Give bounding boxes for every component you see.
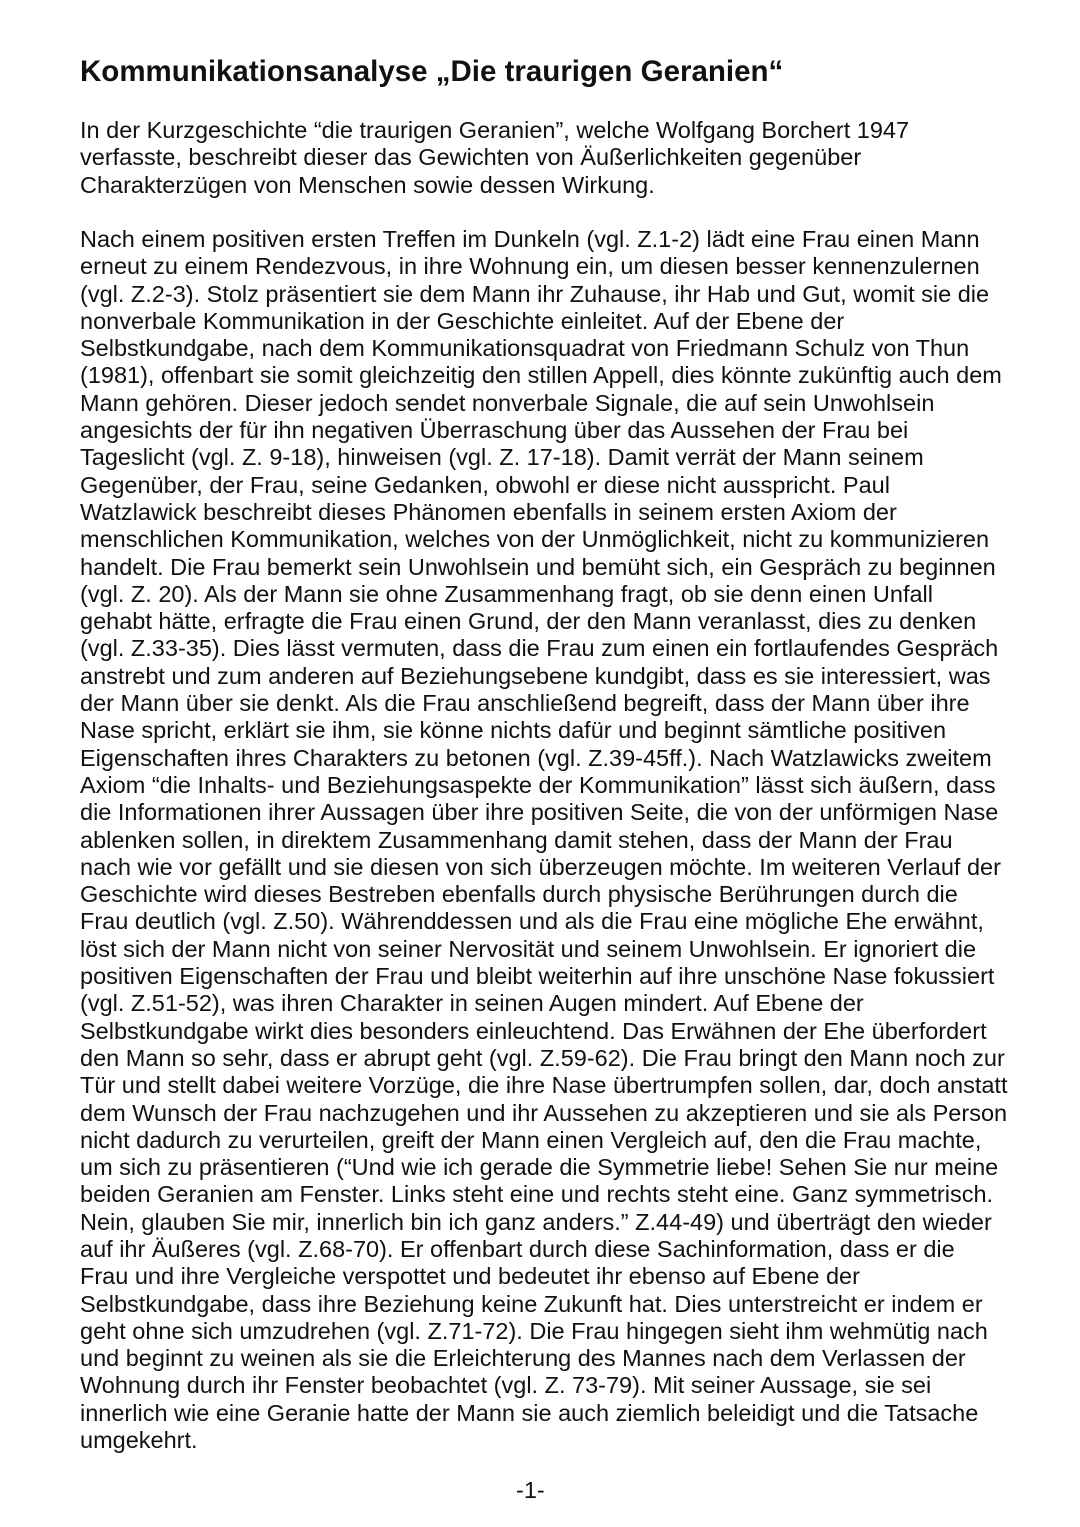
text-line: umgekehrt. bbox=[80, 1427, 198, 1454]
text-line: Tür und stellt dabei weitere Vorzüge, die ihre Nase übertrumpfen sollen, dar, doch anstatt bbox=[80, 1072, 1008, 1099]
text-line: auf ihr Äußeres (vgl. Z.68-70). Er offenbart durch diese Sachinformation, dass er die bbox=[80, 1235, 955, 1262]
text-line: gehabt hätte, erfragte die Frau einen Grund, der den Mann veranlasst, dies zu denken bbox=[80, 608, 977, 635]
text-line: der Mann über sie denkt. Als die Frau anschließend begreift, dass der Mann über ihre bbox=[80, 690, 970, 717]
text-line: Nase spricht, erklärt sie ihm, sie könne nichts dafür und beginnt sämtliche positiven bbox=[80, 717, 947, 744]
text-line: Watzlawick beschreibt dieses Phänomen ebenfalls in seinem ersten Axiom der bbox=[80, 498, 897, 525]
text-line: (vgl. Z. 20). Als der Mann sie ohne Zusammenhang fragt, ob sie denn einen Unfall bbox=[80, 580, 933, 607]
text-line: (vgl. Z.2-3). Stolz präsentiert sie dem Mann ihr Zuhause, ihr Hab und Gut, womit sie die bbox=[80, 280, 990, 307]
text-line: Nein, glauben Sie mir, innerlich bin ich ganz anders.” Z.44-49) und überträgt den wieder bbox=[80, 1208, 992, 1235]
text-line: Gegenüber, der Frau, seine Gedanken, obwohl er diese nicht ausspricht. Paul bbox=[80, 471, 890, 498]
analysis-paragraph bbox=[80, 226, 1007, 1454]
text-line: dem Wunsch der Frau nachzugehen und ihr Aussehen zu akzeptieren und sie als Person bbox=[80, 1099, 1008, 1126]
text-line: Axiom “die Inhalts- und Beziehungsaspekte der Kommunikation” lässt sich äußern, dass bbox=[80, 771, 996, 798]
text-line: (1981), offenbart sie somit gleichzeitig den stillen Appell, dies könnte zukünftig auch dem bbox=[80, 362, 1002, 389]
text-line: ablenken sollen, in direktem Zusammenhang damit stehen, dass der Mann der Frau bbox=[80, 826, 953, 853]
text-line: Geschichte wird dieses Bestreben ebenfalls durch physische Berührungen durch die bbox=[80, 881, 958, 908]
intro-paragraph bbox=[80, 117, 909, 199]
text-line: Selbstkundgabe wirkt dies besonders einleuchtend. Das Erwähnen der Ehe überfordert bbox=[80, 1017, 987, 1044]
text-line: (vgl. Z.33-35). Dies lässt vermuten, dass die Frau zum einen ein fortlaufendes Gespräch bbox=[80, 635, 999, 662]
text-line: In der Kurzgeschichte “die traurigen Geranien”, welche Wolfgang Borchert 1947 bbox=[80, 117, 910, 143]
text-line: Mann gehören. Dieser jedoch sendet nonverbale Signale, die auf sein Unwohlsein bbox=[80, 389, 935, 416]
text-line: Eigenschaften ihres Charakters zu betonen (vgl. Z.39-45ff.). Nach Watzlawicks zweitem bbox=[80, 744, 992, 771]
text-line: und beginnt zu weinen als sie die Erleichterung des Mannes nach dem Verlassen der bbox=[80, 1345, 966, 1372]
text-line: handelt. Die Frau bemerkt sein Unwohlsein und bemüht sich, ein Gespräch zu beginnen bbox=[80, 553, 996, 580]
text-line: Charakterzügen von Menschen sowie dessen Wirkung. bbox=[80, 171, 655, 198]
text-line: nach wie vor gefällt und sie diesen von sich überzeugen möchte. Im weiteren Verlauf der bbox=[80, 853, 1001, 880]
text-line: innerlich wie eine Geranie hatte der Mann sie auch ziemlich beleidigt und die Tatsache bbox=[80, 1399, 979, 1426]
text-line: Frau und ihre Vergleiche verspottet und bedeutet ihr ebenso auf Ebene der bbox=[80, 1263, 860, 1290]
text-line: den Mann so sehr, dass er abrupt geht (vgl. Z.59-62). Die Frau bringt den Mann noch zur bbox=[80, 1044, 1005, 1071]
text-line: nonverbale Kommunikation in der Geschichte einleitet. Auf der Ebene der bbox=[80, 307, 845, 334]
text-line: um sich zu präsentieren (“Und wie ich gerade die Symmetrie liebe! Sehen Sie nur meine bbox=[80, 1154, 999, 1181]
page-number: -1- bbox=[516, 1477, 545, 1503]
document-title: Kommunikationsanalyse „Die traurigen Geranien“ bbox=[80, 55, 784, 88]
text-line: verfasste, beschreibt dieser das Gewichten von Äußerlichkeiten gegenüber bbox=[80, 144, 862, 171]
text-line: Wohnung durch ihr Fenster beobachtet (vgl. Z. 73-79). Mit seiner Aussage, sie sei bbox=[80, 1372, 932, 1399]
text-line: anstrebt und zum anderen auf Beziehungsebene kundgibt, dass es sie interessiert, was bbox=[80, 662, 991, 689]
text-line: geht ohne sich umzudrehen (vgl. Z.71-72). Die Frau hingegen sieht ihm wehmütig nach bbox=[80, 1317, 988, 1344]
text-line: löst sich der Mann nicht von seiner Nervosität und seinem Unwohlsein. Er ignoriert die bbox=[80, 935, 977, 962]
text-line: Selbstkundgabe, dass ihre Beziehung keine Zukunft hat. Dies unterstreicht er indem er bbox=[80, 1290, 983, 1317]
text-line: Frau deutlich (vgl. Z.50). Währenddessen und als die Frau eine mögliche Ehe erwähnt, bbox=[80, 908, 984, 935]
text-line: Tageslicht (vgl. Z. 9-18), hinweisen (vgl. Z. 17-18). Damit verrät der Mann seinem bbox=[80, 444, 924, 471]
text-line: beiden Geranien am Fenster. Links steht eine und rechts steht eine. Ganz symmetrisch. bbox=[80, 1181, 994, 1208]
text-line: positiven Eigenschaften der Frau und bleibt weiterhin auf ihre unschöne Nase fokussiert bbox=[80, 963, 995, 990]
text-line: angesichts der für ihn negativen Überraschung über das Aussehen der Frau bei bbox=[80, 417, 909, 444]
text-line: Nach einem positiven ersten Treffen im Dunkeln (vgl. Z.1-2) lädt eine Frau einen Mann bbox=[80, 226, 980, 252]
text-line: die Informationen ihrer Aussagen über ihre positiven Seite, die von der unförmigen Nase bbox=[80, 799, 999, 826]
text-line: menschlichen Kommunikation, welches von der Unmöglichkeit, nicht zu kommunizieren bbox=[80, 526, 990, 553]
text-line: nicht dadurch zu verurteilen, greift der Mann einen Vergleich auf, den die Frau machte, bbox=[80, 1126, 982, 1153]
text-line: (vgl. Z.51-52), was ihren Charakter in seinen Augen mindert. Auf Ebene der bbox=[80, 990, 864, 1017]
text-line: Selbstkundgabe, nach dem Kommunikationsquadrat von Friedmann Schulz von Thun bbox=[80, 335, 970, 362]
text-line: erneut zu einem Rendezvous, in ihre Wohnung ein, um diesen besser kennenzulernen bbox=[80, 253, 980, 280]
